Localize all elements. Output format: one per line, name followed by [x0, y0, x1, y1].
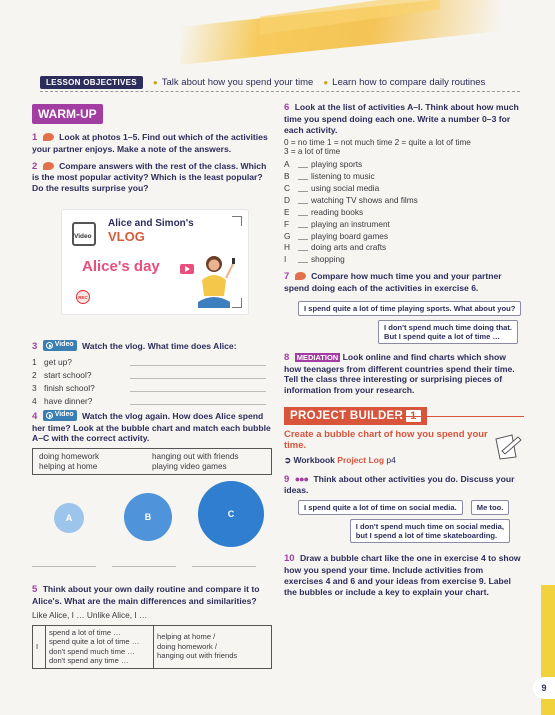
exercise-number: 4: [32, 410, 38, 422]
list-item: [284, 171, 524, 183]
table-cell: [153, 626, 271, 668]
project-log-label: Project Log: [337, 454, 385, 465]
phrase: don't spend any time …: [49, 656, 129, 666]
vlog-thumbnail[interactable]: [62, 210, 248, 314]
top-decorative-band: [0, 0, 555, 64]
answer-line[interactable]: [298, 219, 308, 228]
list-item: [284, 219, 524, 231]
video-badge[interactable]: [43, 410, 77, 421]
item-number: 3: [32, 382, 37, 393]
exercise-9-text: Think about other activities you do. Discuss your ideas.: [284, 473, 515, 496]
item-letter: F: [284, 218, 290, 229]
phrase: spend a lot of time …: [49, 627, 121, 637]
activity-options-box: [32, 448, 272, 475]
vlog-title-line1: Alice and Simon's: [108, 218, 194, 229]
answer-line[interactable]: [130, 369, 266, 379]
item-text: playing an instrument: [311, 218, 390, 229]
item-text: listening to music: [311, 171, 375, 182]
item-text: finish school?: [44, 382, 95, 393]
girl-illustration: [192, 250, 236, 310]
exercise-number: 9: [284, 473, 290, 485]
item-letter: H: [284, 242, 290, 253]
item-letter: A: [284, 159, 290, 170]
exercise-number: 7: [284, 271, 290, 283]
answer-line[interactable]: [32, 565, 96, 567]
item-letter: C: [284, 183, 290, 194]
lesson-objectives-bar: [40, 74, 520, 92]
vlog-day-title: Alice's day: [82, 258, 160, 275]
answer-line[interactable]: [298, 254, 308, 263]
answer-line[interactable]: [298, 171, 308, 180]
item-text: doing arts and crafts: [311, 242, 387, 253]
item-text: start school?: [44, 369, 92, 380]
exercise-number: 8: [284, 351, 290, 363]
phrase: helping at home /: [157, 632, 216, 642]
answer-line[interactable]: [130, 395, 266, 405]
exercise-4: [32, 410, 272, 567]
answer-line[interactable]: [298, 159, 308, 168]
speech-example-1: [298, 298, 524, 316]
item-letter: B: [284, 171, 290, 182]
objective-item: ● Talk about how you spend your time: [153, 77, 313, 88]
phrase: hanging out with friends: [157, 651, 238, 661]
option-item: hanging out with friends: [152, 452, 239, 462]
bubble-chart: [32, 481, 272, 561]
frame-corner-icon: [232, 216, 242, 226]
bubble-answer-lines: [32, 565, 272, 567]
exercise-7: [284, 271, 524, 294]
list-item: [284, 195, 524, 207]
camera-label: Video: [74, 233, 92, 240]
item-letter: D: [284, 194, 290, 205]
list-item: [284, 183, 524, 195]
speech-bubble: I spend quite a lot of time playing sports. What about you?: [298, 301, 521, 316]
list-item: [284, 242, 524, 254]
record-icon: REC: [76, 290, 90, 304]
exercise-10-text: Draw a bubble chart like the one in exercise 4 to show how you spend your time. Include activities from exercises 4 and 6 and your ideas from exercise 9. Label the bubbles or include a key to explain your chart.: [284, 553, 521, 597]
project-builder-label: PROJECT BUILDER: [290, 409, 404, 422]
exercise-3-text: Watch the vlog. What time does Alice:: [82, 340, 237, 351]
list-item: [284, 231, 524, 243]
pencil-note-icon: [490, 429, 524, 463]
exercise-number: 1: [32, 132, 38, 143]
exercise-10: [284, 553, 524, 597]
answer-line[interactable]: [130, 382, 266, 392]
item-text: watching TV shows and films: [311, 194, 418, 205]
exercise-4-text: Watch the vlog again. How does Alice spend her time? Look at the bubble chart and match each bubble A–C with the correct activity.: [32, 410, 271, 444]
workbook-label: Workbook: [293, 454, 335, 465]
option-item: doing homework: [39, 452, 100, 462]
item-letter: G: [284, 230, 291, 241]
exercise-5-prompt: Like Alice, I … Unlike Alice, I …: [32, 609, 148, 620]
workbook-reference[interactable]: [284, 455, 490, 466]
item-letter: E: [284, 206, 290, 217]
answer-line[interactable]: [298, 183, 308, 192]
phrase: spend quite a lot of time …: [49, 637, 140, 647]
table-cell: I: [36, 641, 39, 651]
exercise-8: [284, 352, 524, 396]
warmup-badge: WARM-UP: [32, 104, 103, 124]
list-item: [284, 159, 524, 171]
speech-bubble-icon: [43, 162, 54, 170]
speech-bubble: [350, 519, 510, 543]
bubble-a: A: [54, 503, 84, 533]
answer-line[interactable]: [112, 565, 176, 567]
speech-bubble-icon: [43, 133, 54, 141]
project-builder-number: 1: [406, 410, 420, 422]
exercise-2: [32, 161, 272, 194]
item-number: 2: [32, 369, 37, 380]
page-number: 9: [533, 677, 555, 699]
phrase-table: [32, 625, 272, 669]
exercise-8-text: Look online and find charts which show how teenagers from different countries spend their time. Tell the class three interesting or surprising pieces of information from your research.: [284, 351, 515, 396]
exercise-number: 5: [32, 584, 38, 595]
divider: [394, 416, 524, 417]
exercise-2-text: Compare answers with the rest of the class. Which is the most popular activity? Which is the least popular? Do the results surprise you?: [32, 160, 267, 194]
item-number: 4: [32, 395, 37, 406]
exercise-3: [32, 340, 272, 408]
video-badge-label: Video: [54, 341, 74, 348]
exercise-number: 10: [284, 553, 295, 565]
play-icon: [46, 412, 53, 419]
group-icon: ●●●: [294, 473, 308, 484]
phrase: doing homework /: [157, 641, 217, 651]
item-text: have dinner?: [44, 395, 93, 406]
answer-line[interactable]: [298, 242, 308, 251]
exercise-7-text: Compare how much time you and your partner spend doing each of the activities in exercise 6.: [284, 271, 502, 293]
exercise-1: [32, 132, 272, 155]
exercise-3-list: [32, 356, 272, 408]
speech-bubble: Me too.: [471, 500, 510, 515]
list-item: [32, 356, 272, 369]
exercise-number: 6: [284, 102, 290, 113]
speech-row-9: [298, 500, 524, 515]
answer-line[interactable]: [298, 231, 308, 240]
left-column: [32, 104, 272, 194]
speech-bubble: [378, 320, 518, 344]
bubble-b: B: [124, 493, 172, 541]
list-item: [32, 395, 272, 408]
list-item: [284, 254, 524, 266]
scale-legend: 0 = no time 1 = not much time 2 = quite a lot of time: [284, 138, 471, 148]
exercise-5-text: Think about your own daily routine and compare it to Alice's. What are the main differences and similarities?: [32, 584, 260, 606]
item-text: playing sports: [311, 159, 363, 170]
play-icon: [46, 342, 53, 349]
lesson-objectives-badge: LESSON OBJECTIVES: [40, 76, 143, 89]
speech-example-9b: [284, 519, 524, 543]
item-text: reading books: [311, 206, 364, 217]
scale-legend-2: 3 = a lot of time: [284, 147, 341, 157]
option-item: helping at home: [39, 462, 98, 472]
list-item: [32, 382, 272, 395]
vlog-title-line2: VLOG: [108, 229, 145, 244]
speech-line: I don't spend much time on social media,: [355, 522, 504, 532]
item-letter: I: [284, 254, 287, 265]
speech-bubble-icon: [295, 272, 306, 280]
item-number: 1: [32, 356, 37, 367]
exercise-9: [284, 474, 524, 497]
frame-corner-icon: [232, 298, 242, 308]
video-badge-label: Video: [54, 411, 74, 418]
table-cell: [45, 626, 153, 668]
mediation-badge: MEDIATION: [296, 352, 339, 362]
exercise-1-text: Look at photos 1–5. Find out which of the activities your partner enjoys. Make a note of the answers.: [32, 132, 268, 154]
exercise-number: 3: [32, 340, 38, 352]
exercise-5: [32, 584, 272, 669]
bubble-c: C: [198, 481, 264, 547]
exercise-number: 2: [32, 160, 38, 172]
item-text: playing board games: [311, 230, 389, 241]
arrow-circle-icon: ➲: [284, 454, 292, 465]
exercise-6: [284, 102, 524, 135]
phrase: don't spend much time …: [49, 646, 135, 656]
option-item: playing video games: [152, 462, 227, 472]
speech-line: I don't spend much time doing that.: [384, 322, 512, 332]
exercise-6-text: Look at the list of activities A–I. Think about how much time you spend doing each one. Write a number 0–3 for each activity.: [284, 102, 519, 135]
list-item: [32, 369, 272, 382]
right-column: [284, 102, 524, 597]
item-text: get up?: [44, 356, 72, 367]
item-text: using social media: [311, 183, 380, 194]
page-ref: p4: [386, 454, 396, 465]
activities-list: [284, 159, 524, 266]
list-item: [284, 207, 524, 219]
answer-line[interactable]: [298, 207, 308, 216]
item-text: shopping: [311, 254, 345, 265]
answer-line[interactable]: [192, 565, 256, 567]
speech-line: But I spend quite a lot of time …: [384, 331, 501, 341]
answer-line[interactable]: [130, 356, 266, 366]
project-builder: [284, 406, 524, 466]
speech-bubble: I spend quite a lot of time on social media.: [298, 500, 463, 515]
project-title: Create a bubble chart of how you spend your time.: [284, 428, 488, 452]
answer-line[interactable]: [298, 195, 308, 204]
objective-item: ● Learn how to compare daily routines: [323, 77, 485, 88]
speech-example-2: [284, 320, 524, 344]
video-badge[interactable]: [43, 340, 77, 351]
speech-line: but I spend a lot of time skateboarding.: [355, 531, 498, 541]
